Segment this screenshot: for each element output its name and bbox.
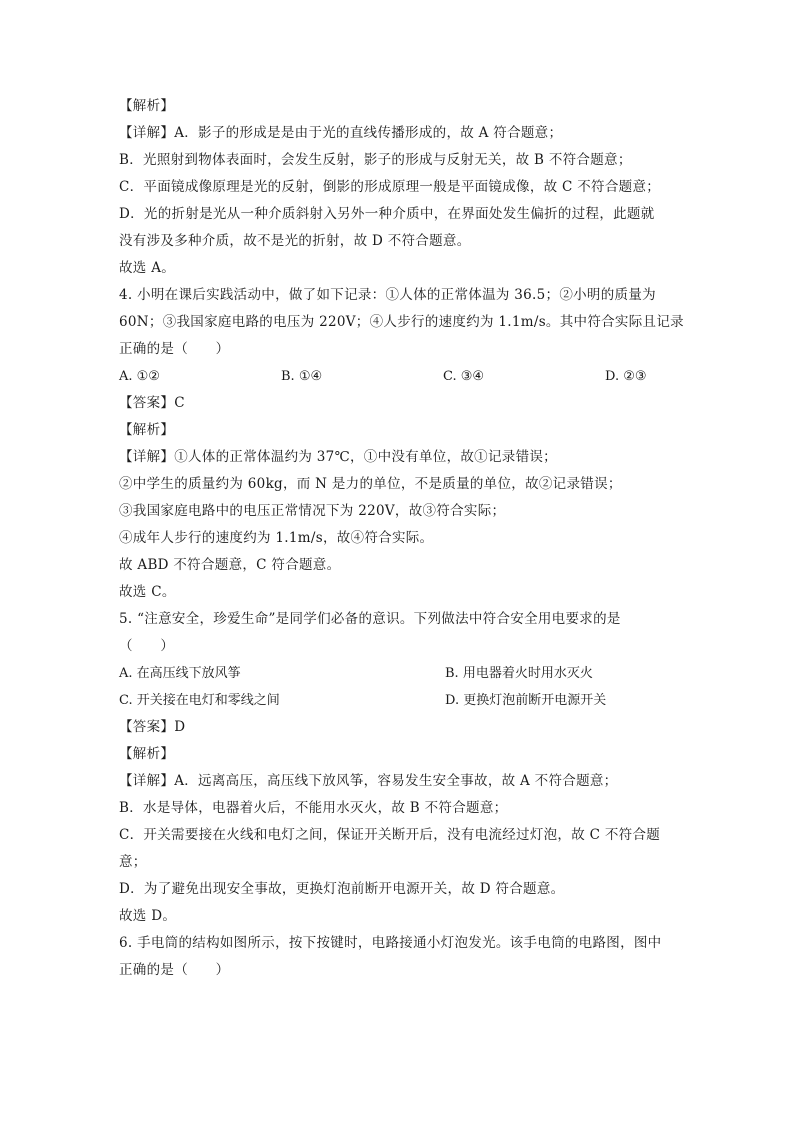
question-options [119, 363, 675, 390]
question-stem: 正确的是（ ） [119, 962, 230, 978]
analysis-heading: 【解析】 [119, 746, 175, 762]
option-a: A. 在高压线下放风筝 [119, 666, 241, 681]
question-stem: 4. 小明在课后实践活动中，做了如下记录：①人体的正常体温为 36.5；②小明的质量为 [119, 287, 656, 303]
question-stem: 5. “注意安全，珍爱生命”是同学们必备的意识。下列做法中符合安全用电要求的是 [119, 611, 621, 627]
question-stem: （ ） [119, 638, 175, 654]
analysis-line: C．平面镜成像原理是光的反射，倒影的形成原理一般是平面镜成像，故 C 不符合题意； [119, 179, 661, 195]
choice-conclusion: 故选 C。 [119, 584, 176, 600]
question-6 [119, 930, 675, 984]
question-stem: 6. 手电筒的结构如图所示，按下按键时，电路接通小灯泡发光。该手电筒的电路图，图中 [119, 935, 662, 951]
question-stem: 正确的是（ ） [119, 341, 230, 357]
choice-conclusion: 故选 A。 [119, 260, 176, 276]
answer-line: 【答案】C [119, 395, 185, 411]
question-options [119, 687, 675, 714]
question-stem: 60N；③我国家庭电路的电压为 220V；④人步行的速度约为 1.1m/s。其中符合实际且记录 [119, 314, 684, 330]
analysis-line: C．开关需要接在火线和电灯之间，保证开关断开后，没有电流经过灯泡，故 C 不符合题 [119, 827, 661, 843]
choice-conclusion: 故选 D。 [119, 908, 177, 924]
option-d: D. ②③ [605, 369, 647, 384]
analysis-line: B．光照射到物体表面时，会发生反射，影子的形成与反射无关，故 B 不符合题意； [119, 152, 632, 168]
option-c: C. ③④ [443, 369, 485, 384]
analysis-line: ②中学生的质量约为 60kg，而 N 是力的单位，不是质量的单位，故②记录错误； [119, 476, 622, 492]
question-options [119, 660, 675, 687]
analysis-heading: 【解析】 [119, 422, 175, 438]
option-b: B. ①④ [281, 369, 323, 384]
option-c: C. 开关接在电灯和零线之间 [119, 693, 280, 708]
option-a: A. ①② [119, 369, 160, 384]
question-4 [119, 282, 684, 606]
document-page [119, 93, 684, 984]
analysis-line: 【详解】①人体的正常体温约为 37℃，①中没有单位，故①记录错误； [119, 449, 557, 465]
analysis-line: 【详解】A．影子的形成是是由于光的直线传播形成的，故 A 符合题意； [119, 125, 563, 141]
analysis-line: D．光的折射是光从一种介质斜射入另外一种介质中，在界面处发生偏折的过程，此题就 [119, 206, 655, 222]
analysis-line: B．水是导体，电器着火后，不能用水灭火，故 B 不符合题意； [119, 800, 508, 816]
analysis-line: ④成年人步行的速度约为 1.1m/s，故④符合实际。 [119, 530, 434, 546]
option-d: D. 更换灯泡前断开电源开关 [445, 693, 607, 708]
question-5 [119, 606, 675, 930]
analysis-line: ③我国家庭电路中的电压正常情况下为 220V，故③符合实际； [119, 503, 506, 519]
analysis-line: 没有涉及多种介质，故不是光的折射，故 D 不符合题意。 [119, 233, 471, 249]
option-b: B. 用电器着火时用水灭火 [445, 666, 593, 681]
analysis-heading: 【解析】 [119, 98, 175, 114]
analysis-line: D．为了避免出现安全事故，更换灯泡前断开电源开关，故 D 符合题意。 [119, 881, 565, 897]
analysis-line: 意； [119, 854, 147, 870]
analysis-line: 【详解】A．远离高压，高压线下放风筝，容易发生安全事故，故 A 不符合题意； [119, 773, 618, 789]
answer-line: 【答案】D [119, 719, 186, 735]
previous-question-analysis [119, 93, 675, 282]
analysis-line: 故 ABD 不符合题意，C 符合题意。 [119, 557, 341, 573]
